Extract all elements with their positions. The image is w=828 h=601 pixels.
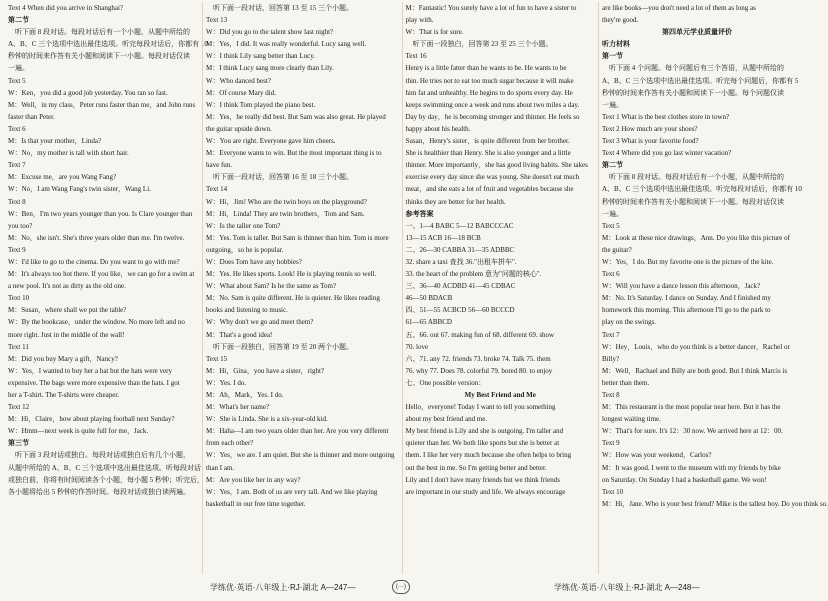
text-line: 二、26—30 CABBA 31—35 ADBBC xyxy=(405,245,515,254)
text-line: Text 6 xyxy=(602,270,620,279)
text-line: M：Everyone wants to win. But the most important thing is to xyxy=(206,149,382,158)
text-line: Billy? xyxy=(602,354,620,363)
text-line: Hello，everyone! Today I want to tell you something xyxy=(405,403,556,412)
text-line: Text 3 What is your favorite food? xyxy=(602,137,699,146)
text-line: My best friend is Lily and she is outgoing. I'm taller and xyxy=(405,427,564,436)
text-line: books and listening to music. xyxy=(206,306,288,315)
text-line: W：By the bookcase，under the window. No more left and no xyxy=(8,318,185,327)
text-line: Text 7 xyxy=(602,330,620,339)
text-line: W：Will you have a dance lesson this afternoon，Jack? xyxy=(602,282,761,291)
text-line: exercise every day since she was young. She doesn't eat much xyxy=(405,173,580,182)
text-line: 61—65 ABBCD xyxy=(405,318,452,327)
text-line: basketball in our free time together. xyxy=(206,499,306,508)
text-line: W：What about Sam? Is he the same as Tom? xyxy=(206,282,337,291)
text-line: play with. xyxy=(405,16,434,25)
text-line: thinner. More importantly，she has good living habits. She takes xyxy=(405,161,588,170)
text-line: 秒钟的时间来作答有关小题和阅读下一小题。每个问题仅读 xyxy=(602,88,784,97)
text-line: 听力材料 xyxy=(602,40,630,49)
text-line: W：Did you go to the talent show last night? xyxy=(206,28,334,37)
text-line: A、B、C 三个选项中选出最佳选项。听完每个问题后，你都有 5 xyxy=(602,76,799,85)
text-line: Text 10 xyxy=(8,294,30,303)
text-line: W：Yes，I do. But my favorite one is the picture of the kite. xyxy=(602,257,774,266)
text-line: M：It's always too hot there. If you like，we can go for a swim at xyxy=(8,270,195,279)
text-line: W：Why don't we go and meet them? xyxy=(206,318,314,327)
text-line: W：Ben，I'm two years younger than you. Is Clare younger than xyxy=(8,209,193,218)
text-line: M：No. Sam is quite different. He is quieter. He likes reading xyxy=(206,294,380,303)
text-line: about my best friend and me. xyxy=(405,415,488,424)
text-line: Text 13 xyxy=(206,16,228,25)
text-line: the guitar? xyxy=(602,245,632,254)
text-line: 听下面 8 段对话。每段对话后有一个小题，从题中所给的 xyxy=(15,28,190,37)
text-line: Day by day，he is becoming stronger and thinner. He feels so xyxy=(405,112,580,121)
text-line: quieter than her. We both like sports but she is better at xyxy=(405,439,560,448)
text-line: M：Excuse me，are you Wang Fang? xyxy=(8,173,117,182)
text-line: thinks they are better for her health. xyxy=(405,197,506,206)
text-line: Text 12 xyxy=(8,403,30,412)
text-line: M：This restaurant is the most popular near here. But it has the xyxy=(602,403,781,412)
text-line: Text 4 When did you arrive in Shanghai? xyxy=(8,4,124,12)
column-2 xyxy=(202,2,399,574)
text-line: M：That's a good idea! xyxy=(206,330,273,339)
text-line: W：Hmm—next week is quite full for me，Jack. xyxy=(8,427,149,436)
text-line: Text 5 xyxy=(8,76,26,85)
text-line: A、B、C 三个选项中选出最佳选项。听完每段对话后，你都有 10 xyxy=(602,185,802,194)
text-line: Text 11 xyxy=(8,342,29,351)
text-line: W：Yes，I wanted to buy her a hat but the hats were very xyxy=(8,366,172,375)
text-line: are like books—you don't need a lot of them as long as xyxy=(602,4,756,12)
text-line: meat，and she eats a lot of fruit and vegetables because she xyxy=(405,185,574,194)
text-line: more right. Just in the middle of the wall! xyxy=(8,330,125,339)
text-line: the guitar upside down. xyxy=(206,124,272,133)
text-line: W：Is the taller one Tom? xyxy=(206,221,281,230)
text-line: homework this morning. This afternoon I'll go to the park to xyxy=(602,306,771,315)
text-line: M：Yes. Tom is taller. But Sam is thinner than him. Tom is more xyxy=(206,233,389,242)
text-line: M：It was good. I went to the museum with my friends by bike xyxy=(602,463,781,472)
text-line: keeps swimming once a week and runs about two miles a day. xyxy=(405,100,580,109)
text-line: Text 7 xyxy=(8,161,26,170)
text-line: than I am. xyxy=(206,463,235,472)
text-line: 13—15 ACB 16—18 BCB xyxy=(405,233,481,242)
text-line: W：Hey，Louis，who do you think is a better dancer，Rachel or xyxy=(602,342,790,351)
text-line: 33. the heart of the problem 意为"问题的核心". xyxy=(405,270,542,279)
text-line: Text 6 xyxy=(8,124,26,133)
text-line: Text 5 xyxy=(602,221,620,230)
text-line: W：That's for sure. It's 12：30 now. We arrived here at 12：00. xyxy=(602,427,783,436)
text-line: her a T-shirt. The T-shirts were cheaper. xyxy=(8,391,120,399)
text-line: 或独白前，你将有时间阅读各个小题，每小题 5 秒钟；听完后， xyxy=(8,475,204,484)
text-line: you too? xyxy=(8,221,33,230)
text-line: 听下面一段独白，回答第 23 至 25 三个小题。 xyxy=(412,40,553,49)
text-line: Text 10 xyxy=(602,487,624,496)
text-line: they're good. xyxy=(602,16,639,25)
text-line: thin. He tries not to eat too much sugar because it will make xyxy=(405,76,574,85)
text-line: W：Who danced best? xyxy=(206,76,271,85)
text-line: M：Of course Mary did. xyxy=(206,88,276,97)
text-line: W：No，I am Wang Fang's twin sister，Wang Li. xyxy=(8,185,151,194)
text-line: M：Well，in my class，Peter runs faster than me，and John runs xyxy=(8,100,196,109)
text-line: Text 15 xyxy=(206,354,228,363)
text-line: 一遍。 xyxy=(602,209,623,218)
text-line: M：No，she isn't. She's three years older than me. I'm twelve. xyxy=(8,233,185,242)
text-line: M：Yes，I did. It was really wonderful. Lucy sang well. xyxy=(206,40,367,49)
text-line: are important in our study and life. We always encourage xyxy=(405,487,566,496)
text-line: M：What's her name? xyxy=(206,403,270,412)
text-line: W：No，my mother is tall with short hair. xyxy=(8,149,129,158)
text-line: W：Yes，we are. I am quiet. But she is thinner and more outgoing xyxy=(206,451,395,460)
text-line: M：Hi，Gina，you have a sister，right? xyxy=(206,366,325,375)
text-line: 五、66. out 67. making fun of 68. different 69. show xyxy=(405,330,555,339)
text-line: M：Well，Rachael and Billy are both good. But I think Marcis is xyxy=(602,366,788,375)
text-line: 一遍。 xyxy=(8,64,29,73)
text-line: M：Hi，Jane. Who is your best friend? Mike is the tallest boy. Do you think so. xyxy=(602,499,828,508)
text-line: 听下面 3 段对话或独白。每段对话或独白后有几个小题， xyxy=(15,451,190,460)
text-line: W：How was your weekend，Carlos? xyxy=(602,451,712,460)
text-line: 76. why 77. Does 78. colorful 79. bored 80. to enjoy xyxy=(405,366,553,375)
text-line: longest waiting time. xyxy=(602,415,661,424)
text-line: 一、1—4 BABC 5—12 BABCCCAC xyxy=(405,221,514,230)
footer-center-mark: (···) xyxy=(392,580,410,594)
text-line: 听下面 4 个问题。每个问题后有三个答语，从题中所给的 xyxy=(609,64,784,73)
column-1 xyxy=(5,2,208,574)
text-line: 听下面一段对话，回答第 16 至 18 三个小题。 xyxy=(213,173,353,182)
text-line: 70. love xyxy=(405,342,429,351)
text-line: 46—50 BDACB xyxy=(405,294,453,303)
text-line: 第三节 xyxy=(8,439,29,448)
text-line: M：Hi，Linda! They are twin brothers，Tom and Sam. xyxy=(206,209,365,218)
text-line: 第二节 xyxy=(8,16,29,25)
text-line: 四、51—55 ACBCD 56—60 BCCCD xyxy=(405,306,515,315)
text-line: better than them. xyxy=(602,378,650,387)
text-line: M：Haha—I am two years older than her. Are you very different xyxy=(206,427,389,436)
text-line: Text 14 xyxy=(206,185,228,194)
text-line: 七、One possible version： xyxy=(405,378,486,387)
text-line: Susan，Henry's sister，is quite different from her brother. xyxy=(405,137,570,146)
text-line: outgoing，so he is popular. xyxy=(206,245,284,254)
text-line: M：Susan，where shall we put the table? xyxy=(8,306,127,315)
text-line: W：That is for sure. xyxy=(405,28,464,37)
text-line: Text 16 xyxy=(405,52,427,61)
text-line: Henry is a little fatter than he wants to be. He wants to be xyxy=(405,64,567,73)
page-columns xyxy=(5,2,828,574)
text-line: M：Is that your mother，Linda? xyxy=(8,137,102,146)
text-line: 从题中所给的 A、B、C 三个选项中选出最佳选项。听每段对话 xyxy=(8,463,201,472)
text-line: on Saturday. On Sunday I had a basketball game. We won! xyxy=(602,475,767,484)
text-line: W：Yes，I am. Both of us are very tall. And we like playing xyxy=(206,487,378,496)
text-line: M：Did you buy Mary a gift，Nancy? xyxy=(8,354,118,363)
footer-right-page-number: 学练优·英语·八年级上·RJ·湖北 A—248— xyxy=(554,583,700,592)
text-line: W：I think Tom played the piano best. xyxy=(206,100,316,109)
text-line: M：I think Lucy sang more clearly than Lily. xyxy=(206,64,334,73)
text-line: 第二节 xyxy=(602,161,623,170)
text-line: faster than Peter. xyxy=(8,112,55,121)
text-line: W：Does Tom have any hobbies? xyxy=(206,257,302,266)
text-line: out the best in me. So I'm getting better and better. xyxy=(405,463,547,472)
text-line: My Best Friend and Me xyxy=(464,391,536,399)
text-line: She is healthier than Henry. She is also younger and a little xyxy=(405,149,571,158)
text-line: W：Hi，Jim! Who are the twin boys on the playground? xyxy=(206,197,367,206)
text-line: 六、71. any 72. friends 73. broke 74. Talk 75. them xyxy=(405,354,551,363)
text-line: 32. share a taxi 查找 36."出租车拼车". xyxy=(405,257,517,266)
text-line: expensive. The bags were more expensive than the hats. I got xyxy=(8,378,180,387)
text-line: Text 1 What is the best clothes store in town? xyxy=(602,112,730,121)
text-line: 参考答案 xyxy=(405,209,434,218)
text-line: W：She is Linda. She is a six-year-old kid. xyxy=(206,415,328,424)
text-line: a new pool. It's not as dirty as the old one. xyxy=(8,282,126,291)
text-line: W：Ken，you did a good job yesterday. You ran so fast. xyxy=(8,88,168,97)
text-line: 听下面 8 段对话。每段对话后有一个小题，从题中所给的 xyxy=(609,173,784,182)
text-line: Text 4 Where did you go last winter vacation? xyxy=(602,149,732,158)
text-line: 听下面一段独白，回答第 19 至 20 两个小题。 xyxy=(213,342,353,351)
column-4 xyxy=(598,2,828,574)
text-line: 各小题将给出 5 秒钟的作答时间。每段对话或独白读两遍。 xyxy=(8,487,190,496)
text-line: 第一节 xyxy=(602,52,623,61)
text-line: Text 8 xyxy=(8,197,26,206)
text-line: M：Fantastic! You surely have a lot of fun to have a sister to xyxy=(405,4,577,12)
text-line: have fun. xyxy=(206,161,233,170)
text-line: from each other? xyxy=(206,439,254,448)
footer-left-page-number: 学练优·英语·八年级上·RJ·湖北 A—247— xyxy=(210,583,356,592)
text-line: M：Ah，Mark，Yes. I do. xyxy=(206,391,284,399)
text-line: M：No. It's Saturday. I dance on Sunday. And I finished my xyxy=(602,294,771,303)
text-line: Lily and I don't have many friends but we think friends xyxy=(405,475,560,484)
text-line: A、B、C 三个选项中选出最佳选项。听完每段对话后，你都有 10 xyxy=(8,40,208,49)
text-line: play on the swings. xyxy=(602,318,657,327)
text-line: 秒钟的时间来作答有关小题和阅读下一小题。每段对话仅读 xyxy=(602,197,784,206)
text-line: 第四单元学业质量评价 xyxy=(662,28,732,37)
text-line: W：Yes. I do. xyxy=(206,378,247,387)
text-line: Text 9 xyxy=(8,245,26,254)
text-line: M：Look at these nice drawings，Ann. Do you like this picture of xyxy=(602,233,790,242)
text-line: 三、36—40 ACDBD 41—45 CDBAC xyxy=(405,282,516,291)
text-line: M：Hi，Claire，how about playing football next Sunday? xyxy=(8,415,175,424)
text-line: M：Yes. He likes sports. Look! He is playing tennis so well. xyxy=(206,270,377,279)
text-line: Text 9 xyxy=(602,439,620,448)
text-line: W：You are right. Everyone gave him cheers. xyxy=(206,137,336,146)
text-line: 秒钟的时间来作答有关小题和阅读下一小题。每段对话仅读 xyxy=(8,52,190,61)
text-line: Text 8 xyxy=(602,391,620,399)
text-line: M：Yes，he really did best. But Sam was also great. He played xyxy=(206,112,386,121)
text-line: them. I like her very much because she often helps to bring xyxy=(405,451,572,460)
text-line: happy about his health. xyxy=(405,124,471,133)
text-line: W：I think Lily sang better than Lucy. xyxy=(206,52,315,61)
text-line: 一遍。 xyxy=(602,100,623,109)
page-footer xyxy=(0,578,800,598)
text-line: him fat and unhealthy. He begins to do sports every day. He xyxy=(405,88,573,97)
text-line: W：I'd like to go to the cinema. Do you want to go with me? xyxy=(8,257,180,266)
text-line: M：Are you like her in any way? xyxy=(206,475,301,484)
text-line: 听下面一段对话，回答第 13 至 15 三个小题。 xyxy=(213,4,353,12)
text-line: Text 2 How much are your shoes? xyxy=(602,124,698,133)
column-3 xyxy=(402,2,599,574)
